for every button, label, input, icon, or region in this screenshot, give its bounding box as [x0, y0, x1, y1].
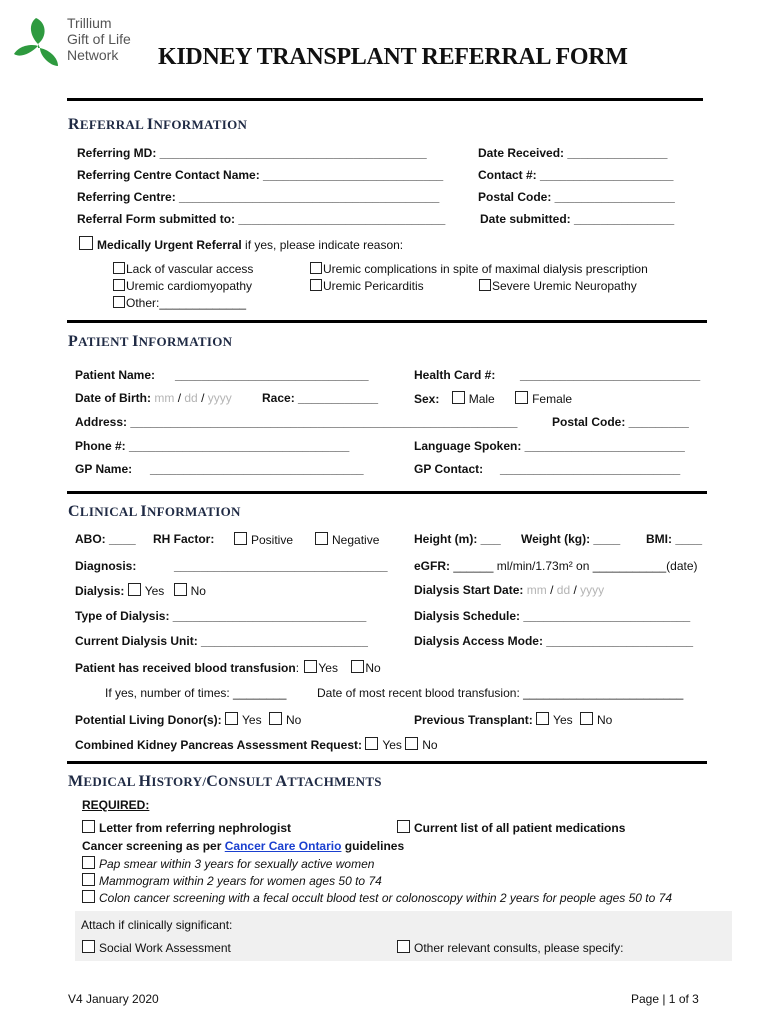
positive-checkbox[interactable]	[234, 532, 247, 545]
negative-label: Negative	[332, 533, 380, 547]
ds-yyyy: yyyy	[580, 583, 605, 597]
transfusion-label: Patient has received blood transfusion	[75, 661, 296, 675]
dob-field[interactable]	[75, 391, 232, 405]
rh-label: RH Factor:	[153, 532, 215, 546]
dialysis-start-label: Dialysis Start Date:	[414, 583, 524, 597]
pericarditis-checkbox[interactable]	[310, 279, 322, 291]
gp-name-field[interactable]: ________________________________	[150, 462, 364, 476]
living-donor-row	[75, 712, 301, 727]
logo-text	[67, 15, 131, 63]
section-heading-history: MEDICAL HISTORY/CONSULT ATTACHMENTS	[68, 773, 382, 790]
reason-neuropathy	[479, 279, 637, 293]
form-title: KIDNEY TRANSPLANT REFERRAL FORM	[158, 44, 628, 70]
combined-no-label: No	[422, 738, 438, 752]
other-consults-label: Other relevant consults, please specify:	[414, 941, 624, 955]
transfusion-colon: :	[295, 661, 300, 675]
mammo-checkbox[interactable]	[82, 873, 95, 886]
female-checkbox[interactable]	[515, 391, 528, 404]
combined-no-checkbox[interactable]	[405, 737, 418, 750]
medications-checkbox[interactable]	[397, 820, 410, 833]
address-field[interactable]: Address: __________________________________________________________	[75, 415, 518, 429]
dialysis-yes-label: Yes	[144, 584, 165, 598]
ds-dd: dd	[556, 583, 571, 597]
transfusion-recent-field[interactable]: Date of most recent blood transfusion: ________________________	[317, 686, 684, 700]
phone-field[interactable]: Phone #: _________________________________	[75, 439, 350, 453]
contact-number-field[interactable]: Contact #: ____________________	[478, 168, 674, 182]
dob-sep: /	[201, 391, 205, 405]
section-heading-patient: PATIENT INFORMATION	[68, 333, 233, 350]
combined-yes-label: Yes	[382, 738, 402, 752]
date-submitted-field[interactable]: Date submitted: _______________	[480, 212, 675, 226]
centre-contact-field[interactable]: Referring Centre Contact Name: ___________________________	[77, 168, 444, 182]
height-field[interactable]: Height (m): ___	[414, 532, 501, 546]
egfr-label: eGFR:	[414, 559, 450, 573]
title-rule	[67, 98, 703, 101]
sex-row	[414, 391, 572, 406]
vascular-checkbox[interactable]	[113, 262, 125, 274]
urgent-reason-label: if yes, please indicate reason:	[241, 238, 404, 252]
footer-version: V4 January 2020	[68, 992, 159, 1006]
other-consults-item	[397, 940, 623, 955]
patient-name-field[interactable]: _____________________________	[175, 368, 369, 382]
dob-label: Date of Birth:	[75, 391, 151, 405]
reason-cardiomyopathy	[113, 279, 252, 293]
dialysis-yes-checkbox[interactable]	[128, 583, 141, 596]
letter-label: Letter from referring nephrologist	[99, 821, 292, 835]
race-field[interactable]: Race: ____________	[262, 391, 379, 405]
rh-negative	[315, 532, 379, 547]
combined-assessment-label: Combined Kidney Pancreas Assessment Request:	[75, 738, 362, 752]
referring-centre-field[interactable]: Referring Centre: _______________________________________	[77, 190, 440, 204]
living-donor-label: Potential Living Donor(s):	[75, 713, 222, 727]
neuropathy-label: Severe Uremic Neuropathy	[492, 279, 637, 293]
egfr-field[interactable]	[414, 559, 698, 573]
other-label: Other:_____________	[126, 296, 247, 310]
gp-name-label: GP Name:	[75, 462, 133, 476]
cardiomyopathy-label: Uremic cardiomyopathy	[126, 279, 253, 293]
mammo-item	[82, 873, 382, 888]
other-checkbox[interactable]	[113, 296, 125, 308]
cancer-pre: Cancer screening as per	[82, 839, 225, 853]
dob-dd: dd	[184, 391, 198, 405]
dob-yyyy: yyyy	[207, 391, 232, 405]
transfusion-no-label: No	[365, 661, 381, 675]
gp-contact-field[interactable]: ___________________________	[500, 462, 681, 476]
transfusion-yes-label: Yes	[318, 661, 338, 675]
male-checkbox[interactable]	[452, 391, 465, 404]
attach-label: Attach if clinically significant:	[81, 918, 233, 932]
dialysis-no-label: No	[190, 584, 206, 598]
combined-yes-checkbox[interactable]	[365, 737, 378, 750]
required-label: REQUIRED:	[82, 798, 150, 812]
patient-postal-field[interactable]: Postal Code: _________	[552, 415, 689, 429]
abo-field[interactable]: ABO: ____	[75, 532, 136, 546]
transfusion-yes-checkbox[interactable]	[304, 660, 317, 673]
complications-checkbox[interactable]	[310, 262, 322, 274]
previous-transplant-no-checkbox[interactable]	[580, 712, 593, 725]
dialysis-type-field[interactable]: Type of Dialysis: _____________________________	[75, 609, 367, 623]
dialysis-access-field[interactable]: Dialysis Access Mode: ______________________	[414, 634, 694, 648]
patient-name-label: Patient Name:	[75, 368, 156, 382]
medications-label: Current list of all patient medications	[414, 821, 626, 835]
rh-positive	[234, 532, 293, 547]
referring-md-field[interactable]: Referring MD: ________________________________________	[77, 146, 427, 160]
colon-label: Colon cancer screening with a fecal occult blood test or colonoscopy within 2 years for people ages 50 to 74	[99, 891, 672, 905]
living-donor-yes-label: Yes	[242, 713, 262, 727]
social-work-label: Social Work Assessment	[99, 941, 231, 955]
pericarditis-label: Uremic Pericarditis	[323, 279, 424, 293]
trillium-logo	[12, 14, 64, 70]
reason-vascular	[113, 262, 253, 276]
logo-line-3: Network	[67, 47, 119, 63]
negative-checkbox[interactable]	[315, 532, 328, 545]
living-donor-yes-checkbox[interactable]	[225, 712, 238, 725]
dialysis-unit-field[interactable]: Current Dialysis Unit: _________________________	[75, 634, 368, 648]
urgent-checkbox[interactable]	[79, 236, 93, 250]
colon-checkbox[interactable]	[82, 890, 95, 903]
colon-item	[82, 890, 672, 905]
medications-item	[397, 820, 625, 835]
vascular-label: Lack of vascular access	[126, 262, 254, 276]
transfusion-no-checkbox[interactable]	[351, 660, 364, 673]
previous-transplant-row	[414, 712, 612, 727]
pap-item	[82, 856, 374, 871]
mammo-label: Mammogram within 2 years for women ages 50 to 74	[99, 874, 382, 888]
dob-mm: mm	[154, 391, 175, 405]
diagnosis-label: Diagnosis:	[75, 559, 137, 573]
dialysis-start-field[interactable]	[414, 583, 604, 597]
previous-transplant-label: Previous Transplant:	[414, 713, 533, 727]
section-rule-3	[67, 761, 707, 764]
section-rule-1	[67, 320, 707, 323]
postal-code-field[interactable]: Postal Code: __________________	[478, 190, 675, 204]
section-rule-2	[67, 491, 707, 494]
cancer-post: guidelines	[341, 839, 405, 853]
health-card-label: Health Card #:	[414, 368, 496, 382]
transfusion-row	[75, 660, 381, 675]
pap-label: Pap smear within 3 years for sexually active women	[99, 857, 375, 871]
cancer-care-ontario-link[interactable]: Cancer Care Ontario	[224, 839, 342, 853]
dialysis-no-checkbox[interactable]	[174, 583, 187, 596]
urgent-referral-row	[79, 236, 403, 252]
bmi-field[interactable]: BMI: ____	[646, 532, 703, 546]
previous-transplant-no-label: No	[596, 713, 613, 727]
ds-mm: mm	[526, 583, 547, 597]
section-heading-referral: REFERRAL INFORMATION	[68, 116, 248, 133]
female-label: Female	[532, 392, 573, 406]
combined-assessment-row	[75, 737, 438, 752]
urgent-label: Medically Urgent Referral	[97, 238, 242, 252]
living-donor-no-label: No	[285, 713, 302, 727]
sex-label: Sex:	[414, 392, 440, 406]
dialysis-label: Dialysis:	[75, 584, 125, 598]
reason-uremic-complications	[310, 262, 648, 276]
logo-line-2: Gift of Life	[67, 31, 131, 47]
date-received-field[interactable]: Date Received: _______________	[478, 146, 668, 160]
footer-page: Page | 1 of 3	[631, 992, 699, 1006]
previous-transplant-yes-checkbox[interactable]	[536, 712, 549, 725]
trillium-icon	[12, 14, 64, 70]
transfusion-times-field[interactable]: If yes, number of times: ________	[105, 686, 287, 700]
dialysis-schedule-field[interactable]: Dialysis Schedule: _________________________	[414, 609, 691, 623]
health-card-field[interactable]: ___________________________	[520, 368, 701, 382]
egfr-rest: ______ ml/min/1.73m² on ___________(date)	[450, 559, 698, 573]
ds-sep: /	[550, 583, 554, 597]
reason-other	[113, 296, 246, 310]
dialysis-row	[75, 583, 206, 598]
weight-field[interactable]: Weight (kg): ____	[521, 532, 621, 546]
logo-line-1: Trillium	[67, 15, 112, 31]
letter-item	[82, 820, 291, 835]
previous-transplant-yes-label: Yes	[553, 713, 573, 727]
letter-checkbox[interactable]	[82, 820, 95, 833]
reason-pericarditis	[310, 279, 424, 293]
gp-contact-label: GP Contact:	[414, 462, 484, 476]
diagnosis-field[interactable]: ________________________________	[174, 559, 388, 573]
cancer-screening-line	[82, 839, 404, 853]
social-work-checkbox[interactable]	[82, 940, 95, 953]
social-work-item	[82, 940, 231, 955]
cardiomyopathy-checkbox[interactable]	[113, 279, 125, 291]
living-donor-no-checkbox[interactable]	[269, 712, 282, 725]
ds-sep: /	[573, 583, 577, 597]
dob-sep: /	[177, 391, 182, 405]
other-consults-checkbox[interactable]	[397, 940, 410, 953]
section-heading-clinical: CLINICAL INFORMATION	[68, 503, 241, 520]
pap-checkbox[interactable]	[82, 856, 95, 869]
neuropathy-checkbox[interactable]	[479, 279, 491, 291]
submitted-to-field[interactable]: Referral Form submitted to: _______________________________	[77, 212, 446, 226]
language-field[interactable]: Language Spoken: ________________________	[414, 439, 685, 453]
complications-label: Uremic complications in spite of maximal dialysis prescription	[323, 262, 648, 276]
positive-label: Positive	[251, 533, 294, 547]
male-label: Male	[468, 392, 495, 406]
